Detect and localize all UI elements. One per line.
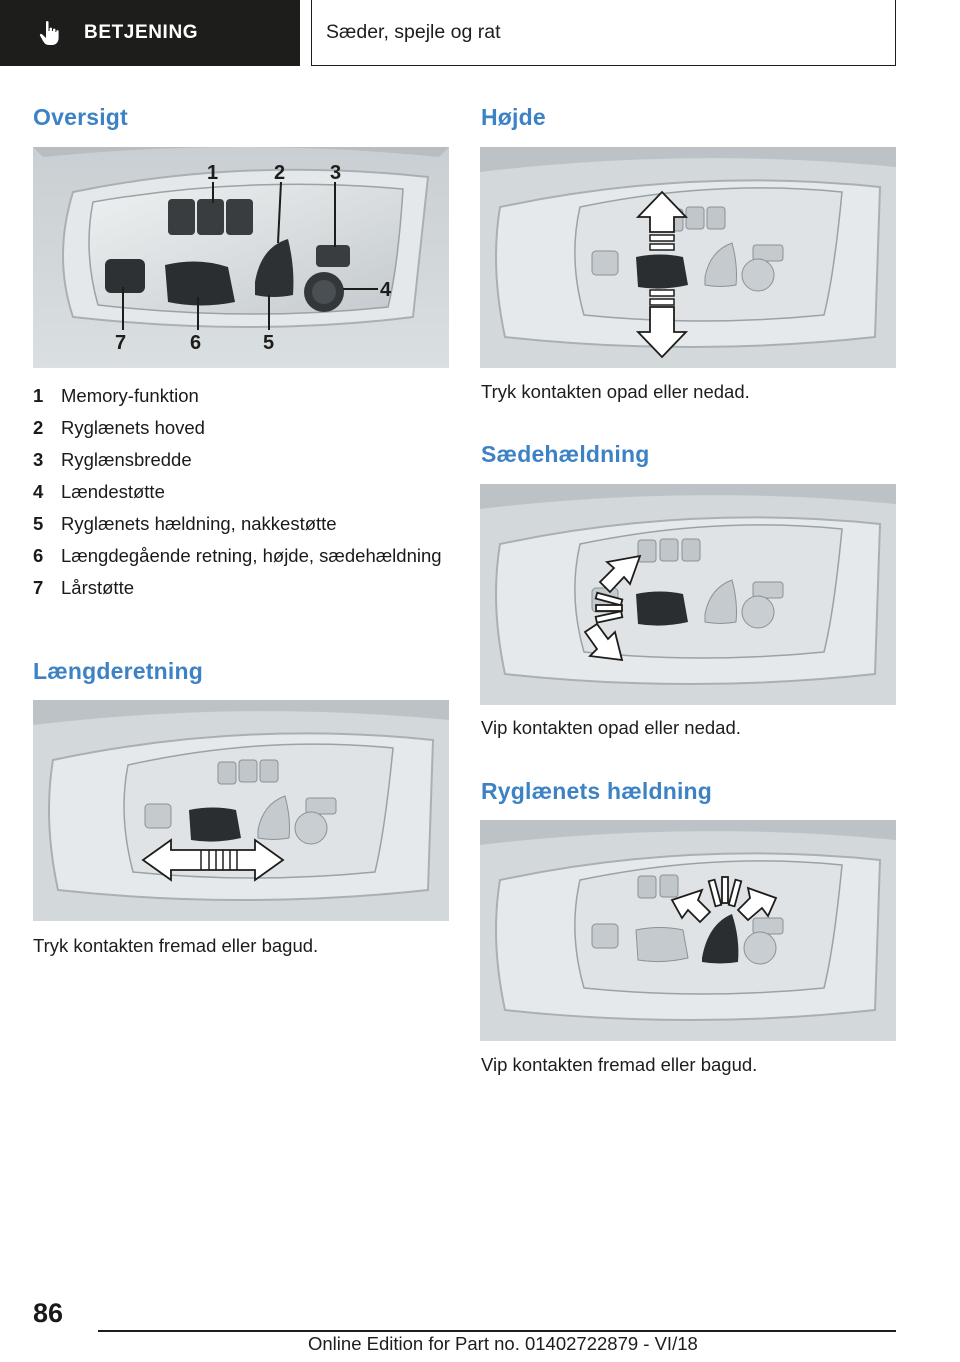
callout-6: 6 <box>190 332 202 354</box>
figure-backrest-tilt-adjust <box>480 820 896 1041</box>
legend-item: 1 Memory-funktion <box>33 385 199 406</box>
figure-height-adjust <box>480 147 896 368</box>
callout-2: 2 <box>274 162 286 184</box>
memory-button-3 <box>226 199 253 235</box>
footer-divider <box>98 1330 896 1332</box>
legend-item: 6 Længdegående retning, højde, sædehældning <box>33 545 442 566</box>
heading-seat-tilt: Sædehældning <box>481 441 650 467</box>
figure-seat-tilt-adjust <box>480 484 896 705</box>
footer-edition: Online Edition for Part no. 01402722879 - VI/18 <box>308 1333 698 1354</box>
callout-1: 1 <box>207 162 219 184</box>
legend-item: 5 Ryglænets hældning, nakkestøtte <box>33 513 337 534</box>
figure-seat-controls-overview <box>33 147 449 368</box>
chapter-label: BETJENING <box>84 22 199 43</box>
caption-longitudinal: Tryk kontakten fremad eller bagud. <box>33 935 319 956</box>
legend-item: 4 Lændestøtte <box>33 481 165 502</box>
callout-5: 5 <box>263 332 275 354</box>
callout-7: 7 <box>115 332 127 354</box>
heading-overview: Oversigt <box>33 104 128 130</box>
caption-seat-tilt: Vip kontakten opad eller nedad. <box>481 717 741 738</box>
legend-item: 3 Ryglænsbredde <box>33 449 192 470</box>
heading-height: Højde <box>481 104 546 130</box>
page-title: Sæder, spejle og rat <box>326 21 501 43</box>
caption-backrest-tilt: Vip kontakten fremad eller bagud. <box>481 1054 758 1075</box>
heading-backrest-tilt: Ryglænets hældning <box>481 778 713 804</box>
callout-3: 3 <box>330 162 342 184</box>
memory-button-2 <box>197 199 224 235</box>
hand-pointer-icon <box>38 20 62 46</box>
figure-longitudinal-adjust <box>33 700 449 921</box>
legend-item: 7 Lårstøtte <box>33 577 134 598</box>
control-legend <box>33 380 443 604</box>
chapter-tab <box>0 0 300 66</box>
page-header <box>311 0 896 66</box>
heading-longitudinal: Længderetning <box>33 658 203 684</box>
caption-height: Tryk kontakten opad eller nedad. <box>481 381 750 402</box>
legend-item: 2 Ryglænets hoved <box>33 417 205 438</box>
memory-button-1 <box>168 199 195 235</box>
callout-4: 4 <box>380 279 392 301</box>
page-number: 86 <box>33 1298 64 1328</box>
